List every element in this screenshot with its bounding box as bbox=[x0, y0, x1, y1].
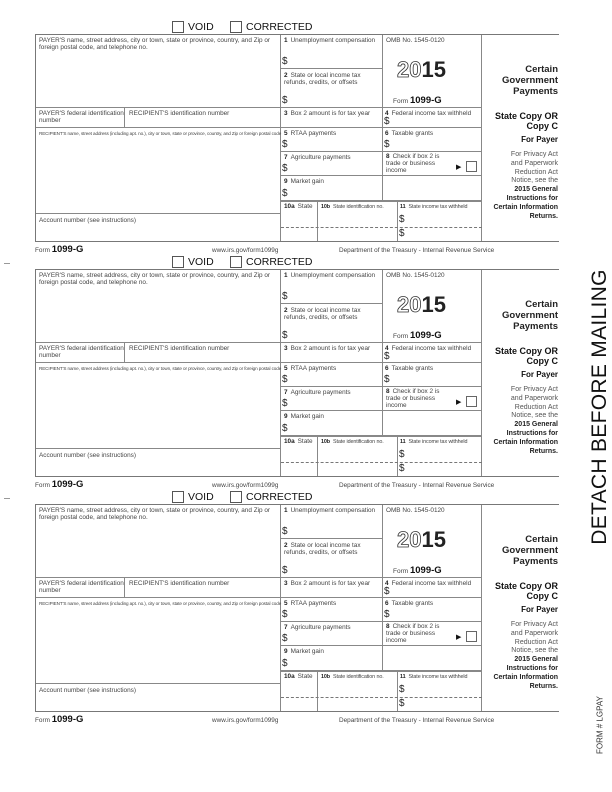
box8-trade-business[interactable] bbox=[383, 622, 482, 646]
box11-number: 11 bbox=[400, 439, 406, 445]
box6-taxable-grants[interactable] bbox=[383, 363, 482, 387]
box5-label: RTAA payments bbox=[290, 365, 337, 372]
payer-info-field[interactable] bbox=[36, 35, 281, 108]
box7-label: Agriculture payments bbox=[290, 154, 351, 161]
box5-dollar: $ bbox=[282, 374, 288, 385]
box2-number: 2 bbox=[284, 307, 288, 314]
box7-number: 7 bbox=[284, 389, 288, 396]
form-number: FORM # LGPAY bbox=[595, 696, 605, 754]
box7-agriculture[interactable] bbox=[281, 622, 383, 646]
copy-designation: State Copy OR Copy C bbox=[494, 346, 558, 366]
box3-label: Box 2 amount is for tax year bbox=[290, 110, 371, 117]
footer-department: Department of the Treasury - Internal Revenue Service bbox=[339, 482, 495, 489]
box3-tax-year[interactable] bbox=[281, 108, 383, 128]
box8-trade-business[interactable] bbox=[383, 152, 482, 176]
box1-dollar: $ bbox=[282, 56, 288, 67]
payer-fed-id-label: PAYER'S federal identification number bbox=[39, 345, 124, 359]
form-copy-3 bbox=[0, 490, 612, 725]
corrected-checkbox[interactable] bbox=[230, 255, 313, 269]
box1-dollar: $ bbox=[282, 526, 288, 537]
box4-number: 4 bbox=[385, 110, 389, 117]
form-grid bbox=[35, 504, 559, 712]
box6-number: 6 bbox=[385, 130, 389, 137]
void-box[interactable] bbox=[172, 491, 184, 503]
box9-market-gain[interactable] bbox=[281, 411, 383, 436]
box6-dollar: $ bbox=[384, 609, 390, 620]
corrected-box[interactable] bbox=[230, 21, 242, 33]
tax-year: 2015 bbox=[397, 527, 446, 552]
omb-year-block bbox=[383, 35, 482, 108]
box11-dollar-1: $ bbox=[399, 684, 405, 695]
payer-fed-id-label: PAYER'S federal identification number bbox=[39, 110, 124, 124]
footer-form-name: Form 1099-G bbox=[35, 244, 84, 255]
box7-number: 7 bbox=[284, 624, 288, 631]
box5-rtaa[interactable] bbox=[281, 363, 383, 387]
box6-number: 6 bbox=[385, 365, 389, 372]
omb-number: OMB No. 1545-0120 bbox=[386, 507, 445, 514]
payer-fed-id-field[interactable] bbox=[36, 108, 125, 128]
box7-number: 7 bbox=[284, 154, 288, 161]
void-box[interactable] bbox=[172, 256, 184, 268]
form-title: Certain Government Payments bbox=[502, 299, 558, 332]
omb-number: OMB No. 1545-0120 bbox=[386, 272, 445, 279]
box10a-state[interactable] bbox=[281, 201, 318, 241]
arrow-right-icon: ▶ bbox=[456, 634, 462, 641]
box4-label: Federal income tax withheld bbox=[391, 345, 472, 352]
box10a-label: State bbox=[297, 673, 313, 680]
box9-market-gain[interactable] bbox=[281, 176, 383, 201]
box9-number: 9 bbox=[284, 648, 288, 655]
box10b-label: State identification no. bbox=[333, 204, 384, 210]
box5-number: 5 bbox=[284, 130, 288, 137]
empty-cell bbox=[383, 646, 482, 671]
recipient-info-label: RECIPIENT'S name, street address (including apt. no.), city or town, state or province, country, and Zip or foreign postal code bbox=[39, 366, 282, 371]
omb-year-block bbox=[383, 270, 482, 343]
box10b-number: 10b bbox=[321, 674, 330, 680]
cut-mark bbox=[4, 263, 10, 264]
box5-number: 5 bbox=[284, 600, 288, 607]
box1-number: 1 bbox=[284, 37, 288, 44]
box10b-state-id[interactable] bbox=[318, 436, 398, 476]
corrected-label: CORRECTED bbox=[246, 491, 313, 503]
recipient-id-field[interactable] bbox=[125, 108, 281, 128]
omb-number: OMB No. 1545-0120 bbox=[386, 37, 445, 44]
tax-year: 2015 bbox=[397, 57, 446, 82]
box1-label: Unemployment compensation bbox=[290, 272, 376, 279]
box2-dollar: $ bbox=[282, 95, 288, 106]
box1-unemployment[interactable] bbox=[281, 270, 383, 304]
box9-dollar: $ bbox=[282, 423, 288, 434]
box8-label: Check if box 2 is trade or business income bbox=[386, 153, 440, 174]
box10b-label: State identification no. bbox=[333, 674, 384, 680]
box9-number: 9 bbox=[284, 413, 288, 420]
box4-fed-withheld[interactable] bbox=[383, 108, 482, 128]
box6-taxable-grants[interactable] bbox=[383, 598, 482, 622]
box10b-state-id[interactable] bbox=[318, 671, 398, 711]
box4-dollar: $ bbox=[384, 351, 390, 362]
box10a-label: State bbox=[297, 203, 313, 210]
form-name: Form 1099-G bbox=[393, 565, 442, 576]
box9-label: Market gain bbox=[290, 178, 324, 185]
box9-dollar: $ bbox=[282, 658, 288, 669]
form-title: Certain Government Payments bbox=[502, 64, 558, 97]
account-number-label: Account number (see instructions) bbox=[39, 452, 136, 459]
footer-department: Department of the Treasury - Internal Revenue Service bbox=[339, 717, 495, 724]
payer-fed-id-field[interactable] bbox=[36, 343, 125, 363]
box6-taxable-grants[interactable] bbox=[383, 128, 482, 152]
payer-info-field[interactable] bbox=[36, 505, 281, 578]
box11-number: 11 bbox=[400, 674, 406, 680]
tax-year: 2015 bbox=[397, 292, 446, 317]
box8-checkbox[interactable] bbox=[466, 161, 477, 172]
box9-label: Market gain bbox=[290, 648, 324, 655]
box8-checkbox[interactable] bbox=[466, 631, 477, 642]
void-checkbox[interactable] bbox=[172, 490, 214, 504]
for-payer-label: For Payer bbox=[521, 605, 558, 614]
box1-label: Unemployment compensation bbox=[290, 37, 376, 44]
recipient-info-label: RECIPIENT'S name, street address (including apt. no.), city or town, state or province, country, and Zip or foreign postal code bbox=[39, 601, 282, 606]
box11-dollar-2: $ bbox=[399, 463, 405, 474]
box3-tax-year[interactable] bbox=[281, 578, 383, 598]
for-payer-label: For Payer bbox=[521, 370, 558, 379]
corrected-label: CORRECTED bbox=[246, 21, 313, 33]
box11-dollar-2: $ bbox=[399, 228, 405, 239]
box8-number: 8 bbox=[386, 623, 390, 630]
box11-label: State income tax withheld bbox=[408, 674, 468, 680]
box11-state-withheld[interactable] bbox=[398, 671, 482, 711]
box2-state-refunds[interactable] bbox=[281, 539, 383, 578]
box10a-state[interactable] bbox=[281, 436, 318, 476]
box2-number: 2 bbox=[284, 542, 288, 549]
box9-number: 9 bbox=[284, 178, 288, 185]
box2-dollar: $ bbox=[282, 565, 288, 576]
box4-label: Federal income tax withheld bbox=[391, 580, 472, 587]
arrow-right-icon: ▶ bbox=[456, 399, 462, 406]
box7-agriculture[interactable] bbox=[281, 152, 383, 176]
empty-cell bbox=[383, 176, 482, 201]
form-copy-2 bbox=[0, 255, 612, 490]
box2-label: State or local income tax refunds, credits, or offsets bbox=[284, 72, 361, 86]
footer-department: Department of the Treasury - Internal Revenue Service bbox=[339, 247, 495, 254]
box2-number: 2 bbox=[284, 72, 288, 79]
box7-agriculture[interactable] bbox=[281, 387, 383, 411]
box7-label: Agriculture payments bbox=[290, 389, 351, 396]
box3-number: 3 bbox=[284, 110, 288, 117]
row-divider bbox=[281, 436, 482, 437]
footer-form-name: Form 1099-G bbox=[35, 714, 84, 725]
void-label: VOID bbox=[188, 21, 214, 33]
for-payer-label: For Payer bbox=[521, 135, 558, 144]
void-checkbox[interactable] bbox=[172, 255, 214, 269]
box5-rtaa[interactable] bbox=[281, 598, 383, 622]
account-number-field[interactable] bbox=[36, 684, 281, 711]
footer-url[interactable]: www.irs.gov/form1099g bbox=[212, 247, 279, 254]
box4-number: 4 bbox=[385, 345, 389, 352]
box11-dollar-2: $ bbox=[399, 698, 405, 709]
box4-number: 4 bbox=[385, 580, 389, 587]
box6-dollar: $ bbox=[384, 139, 390, 150]
box9-market-gain[interactable] bbox=[281, 646, 383, 671]
arrow-right-icon: ▶ bbox=[456, 164, 462, 171]
box3-tax-year[interactable] bbox=[281, 343, 383, 363]
row-divider bbox=[281, 201, 482, 202]
box11-state-withheld[interactable] bbox=[398, 201, 482, 241]
payer-info-label: PAYER'S name, street address, city or town, state or province, country, and Zip or foreign postal code, and telephone no. bbox=[39, 507, 271, 521]
box5-rtaa[interactable] bbox=[281, 128, 383, 152]
box10b-number: 10b bbox=[321, 439, 330, 445]
corrected-label: CORRECTED bbox=[246, 256, 313, 268]
box11-number: 11 bbox=[400, 204, 406, 210]
corrected-box[interactable] bbox=[230, 256, 242, 268]
form-grid bbox=[35, 269, 559, 477]
box7-dollar: $ bbox=[282, 163, 288, 174]
privacy-notice: For Privacy Act and Paperwork Reduction Act Notice, see the 2015 General Instructions for Certain Information Returns. bbox=[493, 621, 558, 690]
box6-label: Taxable grants bbox=[391, 600, 434, 607]
box4-fed-withheld[interactable] bbox=[383, 343, 482, 363]
footer-url[interactable]: www.irs.gov/form1099g bbox=[212, 717, 279, 724]
form-title: Certain Government Payments bbox=[502, 534, 558, 567]
recipient-id-label: RECIPIENT'S identification number bbox=[129, 345, 230, 352]
detach-instruction: DETACH BEFORE MAILING bbox=[588, 269, 611, 545]
recipient-info-field[interactable] bbox=[36, 598, 281, 684]
form-copy-1 bbox=[0, 20, 612, 255]
account-number-label: Account number (see instructions) bbox=[39, 687, 136, 694]
box6-number: 6 bbox=[385, 600, 389, 607]
box8-checkbox[interactable] bbox=[466, 396, 477, 407]
box3-number: 3 bbox=[284, 580, 288, 587]
box4-dollar: $ bbox=[384, 116, 390, 127]
form-name: Form 1099-G bbox=[393, 330, 442, 341]
box2-label: State or local income tax refunds, credits, or offsets bbox=[284, 542, 361, 556]
void-label: VOID bbox=[188, 256, 214, 268]
box1-label: Unemployment compensation bbox=[290, 507, 376, 514]
box11-dollar-1: $ bbox=[399, 449, 405, 460]
recipient-id-field[interactable] bbox=[125, 343, 281, 363]
box10a-label: State bbox=[297, 438, 313, 445]
footer-form-name: Form 1099-G bbox=[35, 479, 84, 490]
form-grid bbox=[35, 34, 559, 242]
box2-dollar: $ bbox=[282, 330, 288, 341]
box5-number: 5 bbox=[284, 365, 288, 372]
box10a-number: 10a bbox=[284, 203, 295, 210]
account-number-label: Account number (see instructions) bbox=[39, 217, 136, 224]
box3-label: Box 2 amount is for tax year bbox=[290, 345, 371, 352]
void-box[interactable] bbox=[172, 21, 184, 33]
dashed-divider bbox=[281, 697, 482, 698]
box8-number: 8 bbox=[386, 388, 390, 395]
box5-dollar: $ bbox=[282, 139, 288, 150]
account-number-field[interactable] bbox=[36, 449, 281, 476]
box1-number: 1 bbox=[284, 272, 288, 279]
box5-label: RTAA payments bbox=[290, 130, 337, 137]
box11-label: State income tax withheld bbox=[408, 439, 468, 445]
recipient-info-label: RECIPIENT'S name, street address (including apt. no.), city or town, state or province, country, and Zip or foreign postal code bbox=[39, 131, 282, 136]
footer-url[interactable]: www.irs.gov/form1099g bbox=[212, 482, 279, 489]
box5-dollar: $ bbox=[282, 609, 288, 620]
box8-number: 8 bbox=[386, 153, 390, 160]
box11-state-withheld[interactable] bbox=[398, 436, 482, 476]
void-label: VOID bbox=[188, 491, 214, 503]
box3-label: Box 2 amount is for tax year bbox=[290, 580, 371, 587]
copy-designation: State Copy OR Copy C bbox=[494, 111, 558, 131]
box9-label: Market gain bbox=[290, 413, 324, 420]
box2-state-refunds[interactable] bbox=[281, 304, 383, 343]
box7-dollar: $ bbox=[282, 398, 288, 409]
void-checkbox[interactable] bbox=[172, 20, 214, 34]
row-divider bbox=[281, 671, 482, 672]
recipient-id-label: RECIPIENT'S identification number bbox=[129, 580, 230, 587]
corrected-box[interactable] bbox=[230, 491, 242, 503]
payer-info-label: PAYER'S name, street address, city or town, state or province, country, and Zip or foreign postal code, and telephone no. bbox=[39, 272, 271, 286]
recipient-info-field[interactable] bbox=[36, 128, 281, 214]
privacy-notice: For Privacy Act and Paperwork Reduction Act Notice, see the 2015 General Instructions for Certain Information Returns. bbox=[493, 386, 558, 455]
corrected-checkbox[interactable] bbox=[230, 490, 313, 504]
box8-label: Check if box 2 is trade or business income bbox=[386, 388, 440, 409]
box10b-state-id[interactable] bbox=[318, 201, 398, 241]
omb-year-block bbox=[383, 505, 482, 578]
box6-dollar: $ bbox=[384, 374, 390, 385]
form-name: Form 1099-G bbox=[393, 95, 442, 106]
box1-dollar: $ bbox=[282, 291, 288, 302]
box11-dollar-1: $ bbox=[399, 214, 405, 225]
box11-label: State income tax withheld bbox=[408, 204, 468, 210]
payer-info-label: PAYER'S name, street address, city or town, state or province, country, and Zip or foreign postal code, and telephone no. bbox=[39, 37, 271, 51]
cut-mark bbox=[4, 498, 10, 499]
box7-dollar: $ bbox=[282, 633, 288, 644]
dashed-divider bbox=[281, 227, 482, 228]
box10a-number: 10a bbox=[284, 673, 295, 680]
box3-number: 3 bbox=[284, 345, 288, 352]
box9-dollar: $ bbox=[282, 188, 288, 199]
box1-number: 1 bbox=[284, 507, 288, 514]
box10a-state[interactable] bbox=[281, 671, 318, 711]
box6-label: Taxable grants bbox=[391, 365, 434, 372]
box1-unemployment[interactable] bbox=[281, 35, 383, 69]
box10a-number: 10a bbox=[284, 438, 295, 445]
payer-fed-id-field[interactable] bbox=[36, 578, 125, 598]
box8-label: Check if box 2 is trade or business income bbox=[386, 623, 440, 644]
box10b-label: State identification no. bbox=[333, 439, 384, 445]
box5-label: RTAA payments bbox=[290, 600, 337, 607]
box4-fed-withheld[interactable] bbox=[383, 578, 482, 598]
box6-label: Taxable grants bbox=[391, 130, 434, 137]
box4-label: Federal income tax withheld bbox=[391, 110, 472, 117]
box7-label: Agriculture payments bbox=[290, 624, 351, 631]
copy-designation: State Copy OR Copy C bbox=[494, 581, 558, 601]
box4-dollar: $ bbox=[384, 586, 390, 597]
recipient-id-field[interactable] bbox=[125, 578, 281, 598]
payer-fed-id-label: PAYER'S federal identification number bbox=[39, 580, 124, 594]
box2-state-refunds[interactable] bbox=[281, 69, 383, 108]
dashed-divider bbox=[281, 462, 482, 463]
account-number-field[interactable] bbox=[36, 214, 281, 241]
privacy-notice: For Privacy Act and Paperwork Reduction Act Notice, see the 2015 General Instructions for Certain Information Returns. bbox=[493, 151, 558, 220]
payer-info-field[interactable] bbox=[36, 270, 281, 343]
recipient-info-field[interactable] bbox=[36, 363, 281, 449]
box2-label: State or local income tax refunds, credits, or offsets bbox=[284, 307, 361, 321]
empty-cell bbox=[383, 411, 482, 436]
box10b-number: 10b bbox=[321, 204, 330, 210]
corrected-checkbox[interactable] bbox=[230, 20, 313, 34]
box8-trade-business[interactable] bbox=[383, 387, 482, 411]
box1-unemployment[interactable] bbox=[281, 505, 383, 539]
recipient-id-label: RECIPIENT'S identification number bbox=[129, 110, 230, 117]
